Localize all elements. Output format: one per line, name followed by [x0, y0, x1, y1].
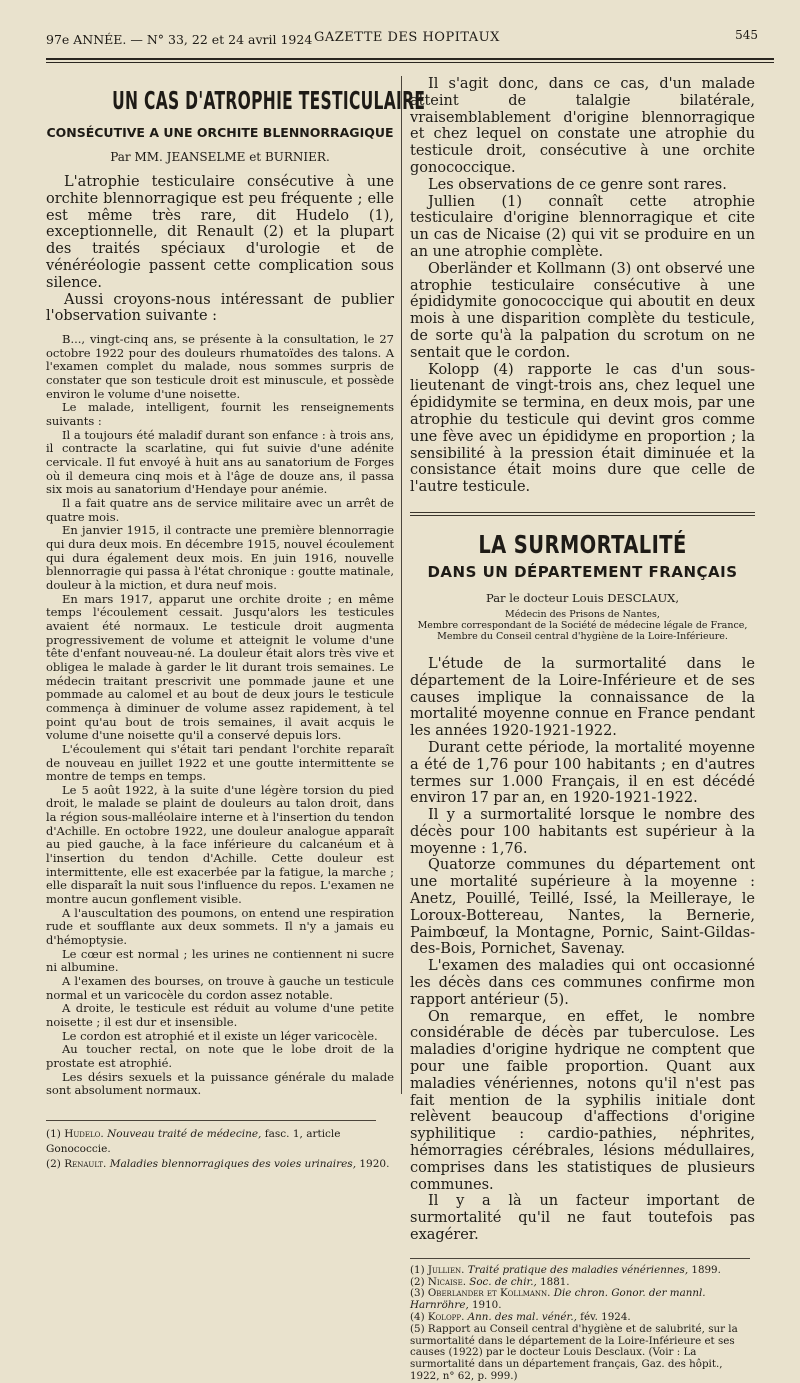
paragraph: Il a fait quatre ans de service militaire avec un arrêt de quatre mois. [46, 496, 394, 524]
paragraph: Il y a surmortalité lorsque le nombre des décès pour 100 habitants est supérieur à la moyenne : 1,76. [410, 807, 755, 857]
paragraph: L'écoulement qui s'était tari pendant l'orchite reparaît de nouveau en juillet 1922 et une goutte intermittente se montre de temps en temps. [46, 741, 394, 784]
right-column [410, 76, 755, 1383]
footnote: (2) Nicaise. Soc. de chir., 1881. [410, 1275, 570, 1288]
paragraph: A droite, le testicule est réduit au volume d'une petite noisette ; il est dur et insensible. [46, 1001, 394, 1029]
page-number: 545 [735, 28, 758, 42]
paragraph: Jullien (1) connaît cette atrophie testiculaire d'origine blennorragique et cite un cas de Nicaise (2) qui vit se produire en un an une atrophie complète. [410, 193, 755, 260]
page-header [46, 30, 770, 54]
paragraph: Il y a là un facteur important de surmortalité qu'il ne faut toutefois pas exagérer. [410, 1193, 755, 1244]
affiliation-line: Médecin des Prisons de Nantes, [505, 608, 660, 620]
footnote-rule [46, 1120, 376, 1121]
footnote: (5) Rapport au Conseil central d'hygiène et de salubrité, sur la surmortalité dans le département de la Loire-Inférieure et ses causes (1922) par le docteur Louis Desclaux. (Voir : La surmortalité dans un département français, Gaz. des hôpit., 1922, n° 62, p. 999.) [410, 1322, 738, 1382]
article-authors: Par MM. JEANSELME et BURNIER. [110, 150, 330, 164]
article2-subtitle: DANS UN DÉPARTEMENT FRANÇAIS [427, 562, 738, 581]
author-affiliation [410, 609, 755, 642]
article-separator [410, 512, 755, 513]
article-separator-thin [410, 515, 755, 516]
paragraph: En mars 1917, apparut une orchite droite ; en même temps l'écoulement cessait. Jusqu'alors les testicules avaient été normaux. Le testicule droit augmenta progressivement de volume et atteignit le volume d'une tête d'enfant nouveau-né. La douleur était alors très vive et obligea le malade à garder le lit durant trois semaines. Le médecin traitant prescrivit une pommade jaune et une pommade au calomel et au bout de deux jours le testicule commença à diminuer de volume assez rapidement, à tel point qu'au bout de trois semaines, il avait acquis le volume d'une noisette qu'il a conservé depuis lors. [46, 591, 394, 743]
paragraph: L'atrophie testiculaire consécutive à une orchite blennorragique est peu fréquente ; elle est même très rare, dit Hudelo (1), exceptionnelle, dit Renault (2) et la plupart des traités spéciaux d'urologie et de vénéréologie passent cette complication sous silence. [46, 174, 394, 291]
footnote-rule [410, 1258, 750, 1259]
paragraph: Quatorze communes du département ont une mortalité supérieure à la moyenne : Anetz, Pouillé, Teillé, Issé, la Meilleraye, le Loroux-Bottereau, Nantes, la Bernerie, Paimbœuf, la Montagne, Pornic, Saint-Gildas-des-Bois, Pornichet, Savenay. [410, 857, 755, 958]
header-rule-thin [46, 62, 774, 63]
paragraph: Les désirs sexuels et la puissance générale du malade sont absolument normaux. [46, 1069, 394, 1098]
paragraph: B..., vingt-cinq ans, se présente à la consultation, le 27 octobre 1922 pour des douleurs rhumatoïdes des talons. A l'examen complet du malade, nous sommes surpris de constater que son testicule droit est minuscule, et possède environ le volume d'une noisette. [46, 332, 394, 401]
paragraph: Aussi croyons-nous intéressant de publier l'observation suivante : [46, 291, 394, 325]
paragraph: On remarque, en effet, le nombre considérable de décès par tuberculose. Les maladies d'origine hydrique ne comptent que pour une faible proportion. Quant aux maladies vénériennes, notons qu'il n'est pas fait mention de la syphilis initiale dont relèvent beaucoup d'affections d'origine syphilitique : cardio-pathies, néphrites, hémorragies cérébrales, lésions médullaires, comprises dans les statistiques de plusieurs communes. [410, 1008, 755, 1193]
journal-title: GAZETTE DES HOPITAUX [314, 30, 500, 45]
paragraph: Durant cette période, la mortalité moyenne a été de 1,76 pour 100 habitants ; en d'autres termes sur 1.000 Français, il en est décédé environ 17 par an, en 1920-1921-1922. [410, 739, 755, 807]
footnote: (1) Hudelo. Nouveau traité de médecine, fasc. 1, article Gonococcie. [46, 1127, 341, 1155]
article2-author: Par le docteur Louis DESCLAUX, [485, 590, 680, 605]
paragraph: Les observations de ce genre sont rares. [428, 176, 727, 193]
article-intro [46, 174, 394, 325]
paragraph: Le 5 août 1922, à la suite d'une légère torsion du pied droit, le malade se plaint de douleurs au talon droit, dans la région sous-malléolaire interne et à l'insertion du tendon d'Achille. En octobre 1922, une douleur analogue apparaît au pied gauche, à la face inférieure du calcanéum et à l'insertion du tendon d'Achille. Cette douleur est intermittente, elle est exacerbée par la fatigue, la marche ; elle disparaît la nuit sous l'influence du repos. L'examen ne montre aucun gonflement visible. [46, 782, 394, 907]
footnote: (2) Renault. Maladies blennorragiques des voies urinaires, 1920. [46, 1157, 390, 1170]
footnote: (1) Jullien. Traité pratique des maladies vénériennes, 1899. [410, 1263, 721, 1276]
article-title: UN CAS D'ATROPHIE TESTICULAIRE [112, 86, 426, 115]
affiliation-line: Membre correspondant de la Société de médecine légale de France, [417, 619, 748, 631]
article2-body [410, 656, 755, 1244]
article2-footnotes [410, 1265, 755, 1383]
article-continuation [410, 76, 755, 496]
paragraph: Le cœur est normal ; les urines ne contiennent ni sucre ni albumine. [46, 946, 394, 975]
article-subtitle: CONSÉCUTIVE A UNE ORCHITE BLENNORRAGIQUE [46, 125, 394, 140]
issue-info: 97e ANNÉE. — N° 33, 22 et 24 avril 1924 [46, 32, 313, 47]
paragraph: Il a toujours été maladif durant son enfance : à trois ans, il contracte la scarlatine, qui fut suivie d'une adénite cervicale. Il fut envoyé à huit ans au sanatorium de Forges où il demeura cinq mois et à l'âge de douze ans, il passa six mois au sanatorium d'Hendaye pour anémie. [46, 427, 394, 497]
paragraph: Au toucher rectal, on note que le lobe droit de la prostate est atrophié. [46, 1042, 394, 1070]
affiliation-line: Membre du Conseil central d'hygiène de la Loire-Inférieure. [437, 630, 728, 642]
paragraph: L'examen des maladies qui ont occasionné les décès dans ces communes confirme mon rapport antérieur (5). [410, 958, 755, 1008]
footnotes [46, 1127, 394, 1172]
paragraph: En janvier 1915, il contracte une première blennorragie qui dura deux mois. En décembre 1915, nouvel écoulement qui dura également deux mois. En juin 1916, nouvelle blennorragie qui passa à l'état chronique : goutte matinale, douleur à la miction, et dura neuf mois. [46, 523, 394, 592]
article2-title: LA SURMORTALITÉ [478, 529, 687, 559]
paragraph: A l'auscultation des poumons, on entend une respiration rude et soufflante aux deux sommets. Il n'y a jamais eu d'hémoptysie. [46, 905, 394, 948]
paragraph: A l'examen des bourses, on trouve à gauche un testicule normal et un varicocèle du cordon assez notable. [46, 974, 394, 1002]
paragraph: Kolopp (4) rapporte le cas d'un sous-lieutenant de vingt-trois ans, chez lequel une épididymite se termina, en deux mois, par une atrophie du testicule qui devint gros comme une fève avec un épididyme en proportion ; la sensibilité à la pression était diminuée et la consistance était moins dure que celle de l'autre testicule. [410, 361, 755, 496]
paragraph: Il s'agit donc, dans ce cas, d'un malade atteint de talalgie bilatérale, vraisemblablement d'origine blennorragique et chez lequel on constate une atrophie du testicule droit, consécutive à une orchite gonococcique. [410, 76, 755, 176]
paragraph: Le malade, intelligent, fournit les renseignements suivants : [46, 400, 394, 429]
footnote: (3) Oberlander et Kollmann. Die chron. Gonor. der mannl. Harnröhre, 1910. [410, 1287, 706, 1312]
case-observation [46, 333, 394, 1098]
paragraph: Le cordon est atrophié et il existe un léger varicocèle. [62, 1028, 378, 1043]
column-divider [401, 76, 402, 1094]
footnote: (4) Kolopp. Ann. des mal. vénér., fév. 1924. [410, 1311, 631, 1323]
paragraph: L'étude de la surmortalité dans le département de la Loire-Inférieure et de ses causes implique la connaissance de la mortalité moyenne connue en France pendant les années 1920-1921-1922. [410, 655, 755, 740]
left-column [46, 76, 426, 1172]
paragraph: Oberländer et Kollmann (3) ont observé une atrophie testiculaire consécutive à une épididymite gonococcique qui aboutit en deux mois à une disparition complète du testicule, de sorte qu'à la palpation du scrotum on ne sentait que le cordon. [410, 260, 755, 361]
header-rule [46, 58, 774, 60]
